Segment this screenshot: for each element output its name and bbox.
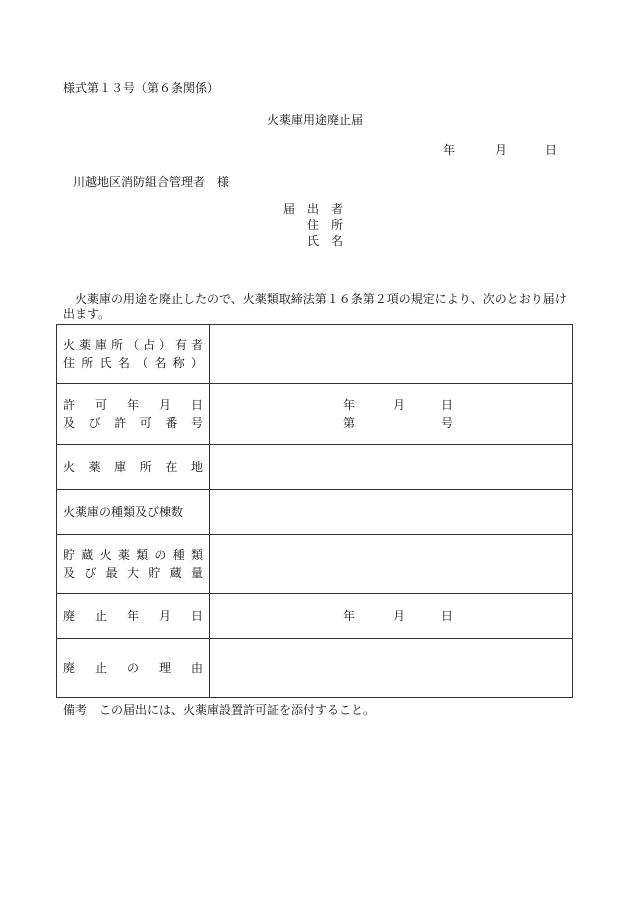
table-row-reason: [57, 639, 573, 698]
abolition-date-value[interactable]: [210, 594, 573, 639]
table-row-permit: [57, 384, 573, 445]
location-label: 火薬庫所在地: [57, 445, 210, 490]
date-year: 年: [443, 143, 456, 157]
owner-label: 火薬庫所（占）有者 住所氏名（名称）: [57, 325, 210, 384]
permit-year: 年: [343, 398, 356, 412]
permit-month: 月: [393, 398, 406, 412]
table-row-location: [57, 445, 573, 490]
table-row-type: [57, 490, 573, 535]
body-text: 火薬庫の用途を廃止したので、火薬類取締法第１６条第２項の規定により、次のとおり届け出ます。: [63, 292, 567, 321]
remarks: 備考 この届出には、火薬庫設置許可証を添付すること。: [63, 703, 376, 717]
submission-date: [443, 141, 557, 158]
storage-label: 貯蔵火薬類の種類 及び最大貯蔵量: [57, 535, 210, 594]
form-title: 火薬庫用途廃止届: [266, 113, 363, 127]
addressee: 川越地区消防組合管理者 様: [73, 175, 230, 189]
permit-dai: 第: [343, 416, 356, 430]
form-number: 様式第１３号（第６条関係）: [63, 81, 220, 95]
storage-value[interactable]: [210, 535, 573, 594]
owner-value[interactable]: [210, 325, 573, 384]
permit-label: 許可年月日 及び許可番号: [57, 384, 210, 445]
date-day: 日: [545, 143, 558, 157]
abolition-date-label: 廃止年月日: [57, 594, 210, 639]
address-label: 住 所: [307, 218, 344, 232]
abolition-year: 年: [343, 609, 356, 623]
table-row-abolition-date: [57, 594, 573, 639]
permit-value[interactable]: [210, 384, 573, 445]
form-table: [56, 324, 573, 698]
table-row-owner: [57, 325, 573, 384]
abolition-month: 月: [393, 609, 406, 623]
location-value[interactable]: [210, 445, 573, 490]
table-row-storage: [57, 535, 573, 594]
permit-go: 号: [441, 416, 454, 430]
abolition-day: 日: [441, 609, 454, 623]
permit-day: 日: [441, 398, 454, 412]
reason-value[interactable]: [210, 639, 573, 698]
type-value[interactable]: [210, 490, 573, 535]
applicant-block: [283, 201, 343, 249]
reason-label: 廃止の理由: [57, 639, 210, 698]
date-month: 月: [495, 143, 508, 157]
type-label: 火薬庫の種類及び棟数: [57, 490, 210, 535]
applicant-heading: 届 出 者: [283, 202, 344, 216]
name-label: 氏 名: [307, 234, 344, 248]
